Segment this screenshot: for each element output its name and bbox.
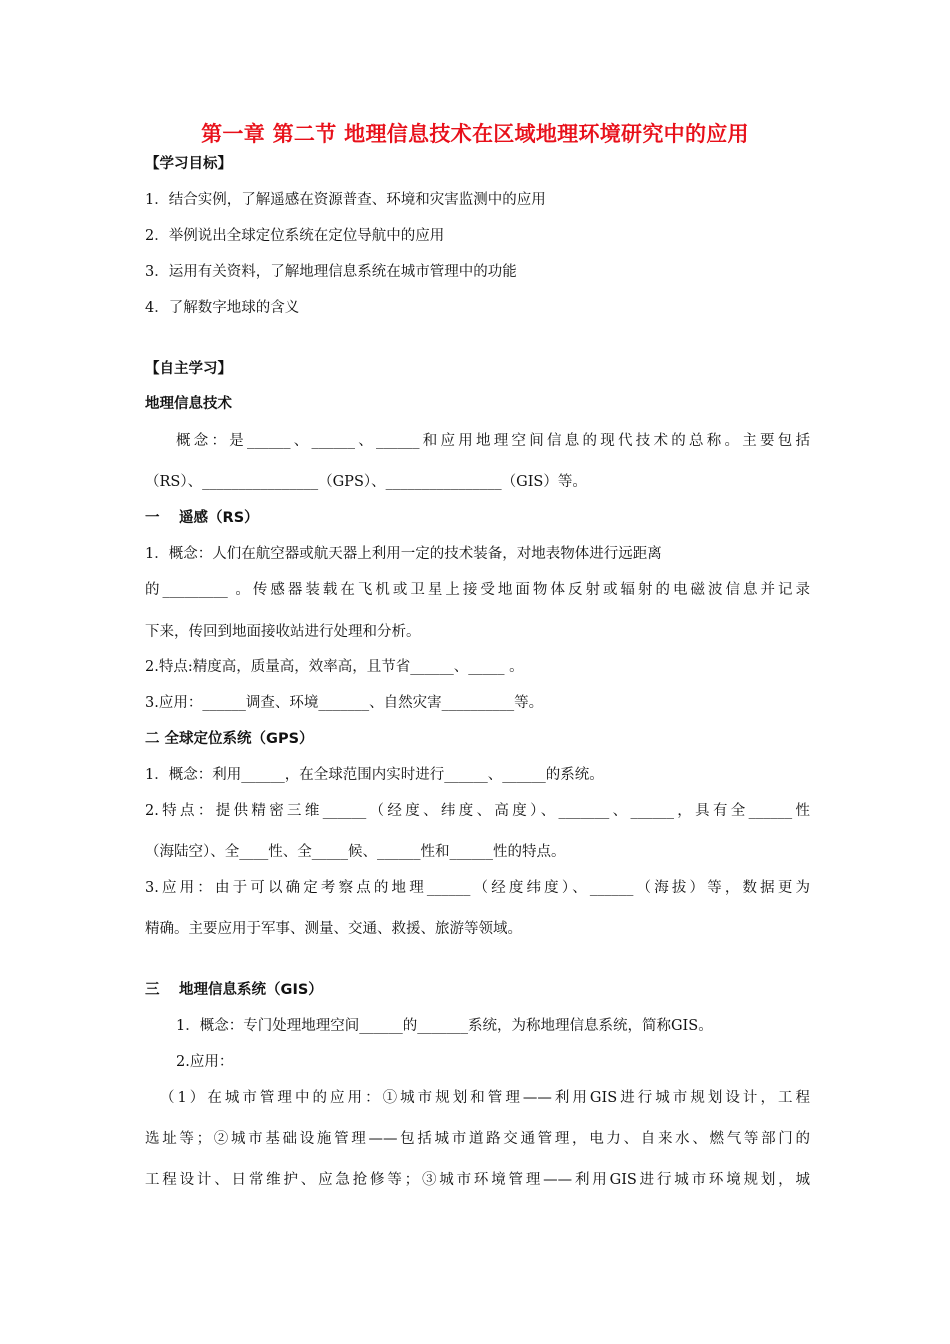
page-title: 第一章 第二节 地理信息技术在区域地理环境研究中的应用 [201,122,749,146]
gps-features-line-2: （海陆空）、全____性、全_____候、______性和______性的特点。 [145,844,566,860]
self-study-subheading: 地理信息技术 [145,396,232,412]
objective-item-2: 2．举例说出全球定位系统在定位导航中的应用 [145,228,445,244]
rs-applications: 3.应用：______调查、环境_______、自然灾害__________等。 [145,695,544,711]
self-study-concept-line-2: （RS）、________________（GPS）、________________（GIS）等。 [145,474,587,490]
rs-concept-line-3: 下来，传回到地面接收站进行处理和分析。 [145,624,421,640]
objective-item-4: 4．了解数字地球的含义 [145,300,300,316]
self-study-heading: 【自主学习】 [145,361,232,377]
gis-heading: 三 地理信息系统（GIS） [145,982,323,998]
objective-item-3: 3．运用有关资料，了解地理信息系统在城市管理中的功能 [145,264,517,280]
gis-application-line-3: 工程设计、日常维护、应急抢修等；③城市环境管理——利用GIS进行城市环境规划，城 [145,1172,810,1188]
gps-features-line-1: 2.特点：提供精密三维______（经度、纬度、高度）、_______、______，具有全______性 [145,803,810,819]
objectives-heading: 【学习目标】 [145,156,232,172]
gis-application-line-2: 选址等；②城市基础设施管理——包括城市道路交通管理，电力、自来水、燃气等部门的 [145,1131,810,1147]
gis-concept: 1．概念：专门处理地理空间______的_______系统，为称地理信息系统，简称GIS。 [176,1018,713,1034]
gps-applications-line-1: 3.应用：由于可以确定考察点的地理______（经度纬度）、______（海拔）等，数据更为 [145,880,810,896]
objective-item-1: 1．结合实例，了解遥感在资源普查、环境和灾害监测中的应用 [145,192,546,208]
gis-applications-label: 2.应用： [176,1054,234,1070]
gis-application-line-1: （1）在城市管理中的应用：①城市规划和管理——利用GIS进行城市规划设计，工程 [160,1090,810,1106]
gps-applications-line-2: 精确。主要应用于军事、测量、交通、救援、旅游等领域。 [145,921,522,937]
rs-features: 2.特点:精度高，质量高，效率高，且节省______、_____ 。 [145,659,524,675]
rs-heading: 一 遥感（RS） [145,510,259,526]
gps-heading: 二 全球定位系统（GPS） [145,731,314,747]
rs-concept-line-2: 的_________ 。传感器装载在飞机或卫星上接受地面物体反射或辐射的电磁波信息并记录 [145,582,810,598]
gps-concept: 1．概念：利用______，在全球范围内实时进行______、______的系统。 [145,767,604,783]
self-study-concept-line-1: 概念：是______、______、______和应用地理空间信息的现代技术的总称。主要包括 [176,433,810,449]
rs-concept-line-1: 1．概念：人们在航空器或航天器上利用一定的技术装备，对地表物体进行远距离 [145,546,662,562]
